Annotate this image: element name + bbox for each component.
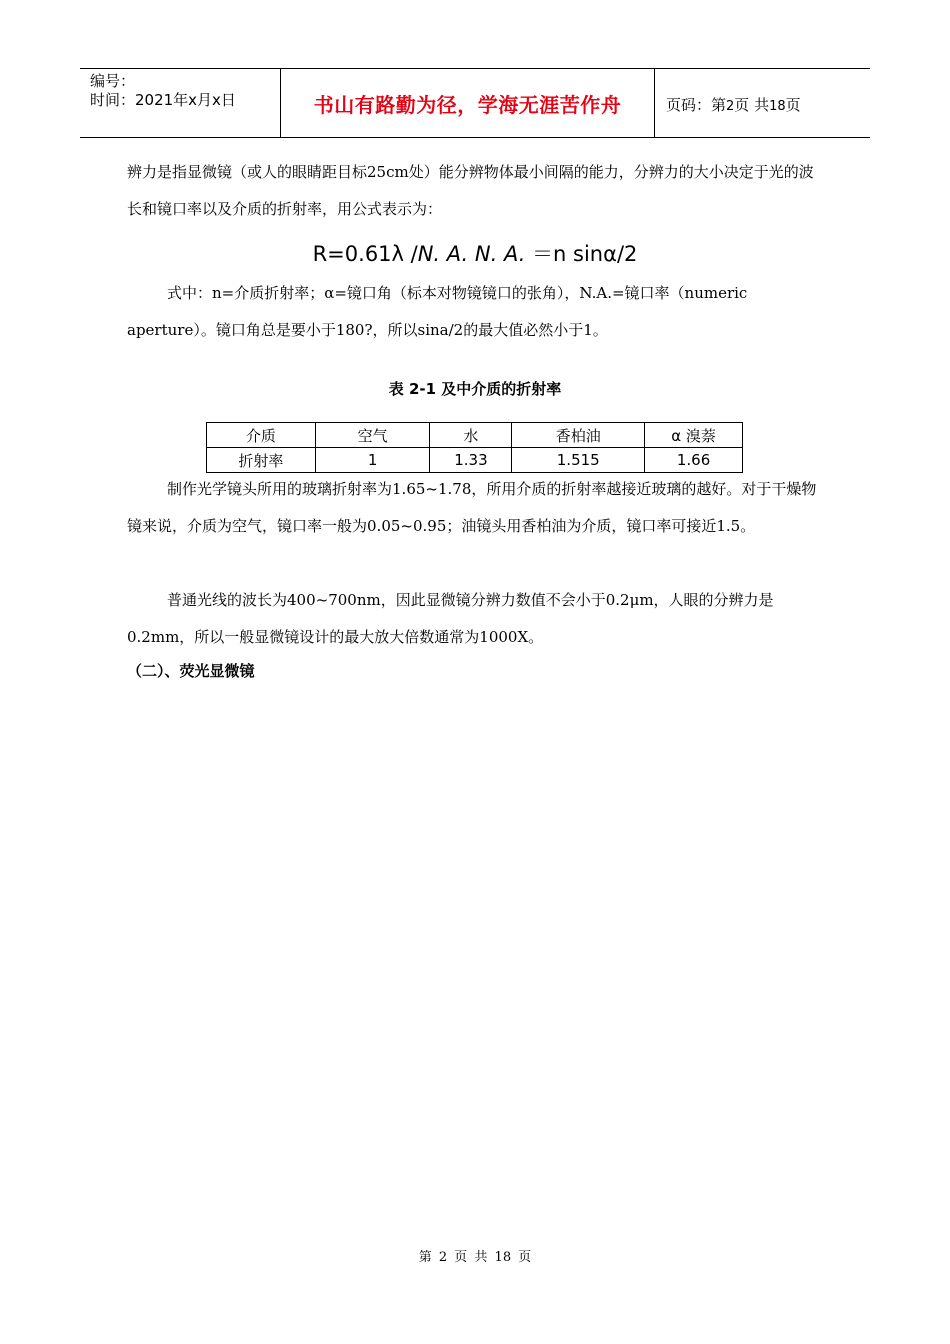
- paragraph-resolution: 辨力是指显微镜（或人的眼睛距目标25cm处）能分辨物体最小间隔的能力，分辨力的大小决定于光的波长和镜口率以及介质的折射率，用公式表示为：: [127, 163, 814, 218]
- paragraph-wavelength: 普通光线的波长为400~700nm，因此显微镜分辨力数值不会小于0.2μm，人眼的分辨力是0.2mm，所以一般显微镜设计的最大放大倍数通常为1000X。: [127, 591, 774, 646]
- number-label: 编号：: [90, 72, 136, 90]
- table-cell: 1.33: [430, 448, 512, 473]
- page-header: [80, 68, 870, 138]
- header-meta: [90, 72, 236, 110]
- page-footer: 第 2 页 共 18 页: [418, 1250, 532, 1265]
- paragraph-glass-index: 制作光学镜头所用的玻璃折射率为1.65~1.78，所用介质的折射率越接近玻璃的越好。对于干燥物镜来说，介质为空气，镜口率一般为0.05~0.95；油镜头用香柏油为介质，镜口率可接近1.5。: [127, 480, 817, 535]
- time-label: 时间：2021年x月x日: [90, 91, 236, 109]
- header-page-info: [666, 94, 801, 115]
- page-number: 2: [726, 99, 735, 114]
- table-header-row: [207, 423, 743, 448]
- section-title: （二）、荧光显微镜: [127, 662, 255, 680]
- resolution-formula: [0, 238, 950, 268]
- table-cell: 香柏油: [512, 423, 645, 448]
- table-cell: 1.66: [645, 448, 743, 473]
- paragraph-formula-explanation: 式中：n=介质折射率；α=镜口角（标本对物镜镜口的张角），N.A.=镜口率（numeric aperture）。镜口角总是要小于180?，所以sina/2的最大值必然小于1。: [127, 284, 748, 339]
- table-cell: 空气: [315, 423, 430, 448]
- table-cell: 1: [315, 448, 430, 473]
- page-prefix: 页码：第: [666, 96, 727, 114]
- formula-part1: R=0.61λ /: [312, 242, 418, 266]
- formula-part2: N. A. N. A.: [417, 242, 526, 266]
- formula-part3: ＝n sinα/2: [525, 242, 638, 266]
- header-motto: 书山有路勤为径，学海无涯苦作舟: [313, 92, 622, 117]
- table-cell: 1.515: [512, 448, 645, 473]
- page-mid: 页 共: [734, 96, 770, 114]
- refractive-index-table: [206, 422, 743, 473]
- table-cell: 介质: [207, 423, 316, 448]
- table-cell: 水: [430, 423, 512, 448]
- table-caption: 表 2-1 及中介质的折射率: [388, 380, 562, 398]
- page-suffix: 页: [785, 96, 801, 114]
- table-cell: 折射率: [207, 448, 316, 473]
- header-divider: [654, 69, 655, 137]
- table-cell: α 溴萘: [645, 423, 743, 448]
- page-total: 18: [769, 99, 786, 114]
- table-row: [207, 448, 743, 473]
